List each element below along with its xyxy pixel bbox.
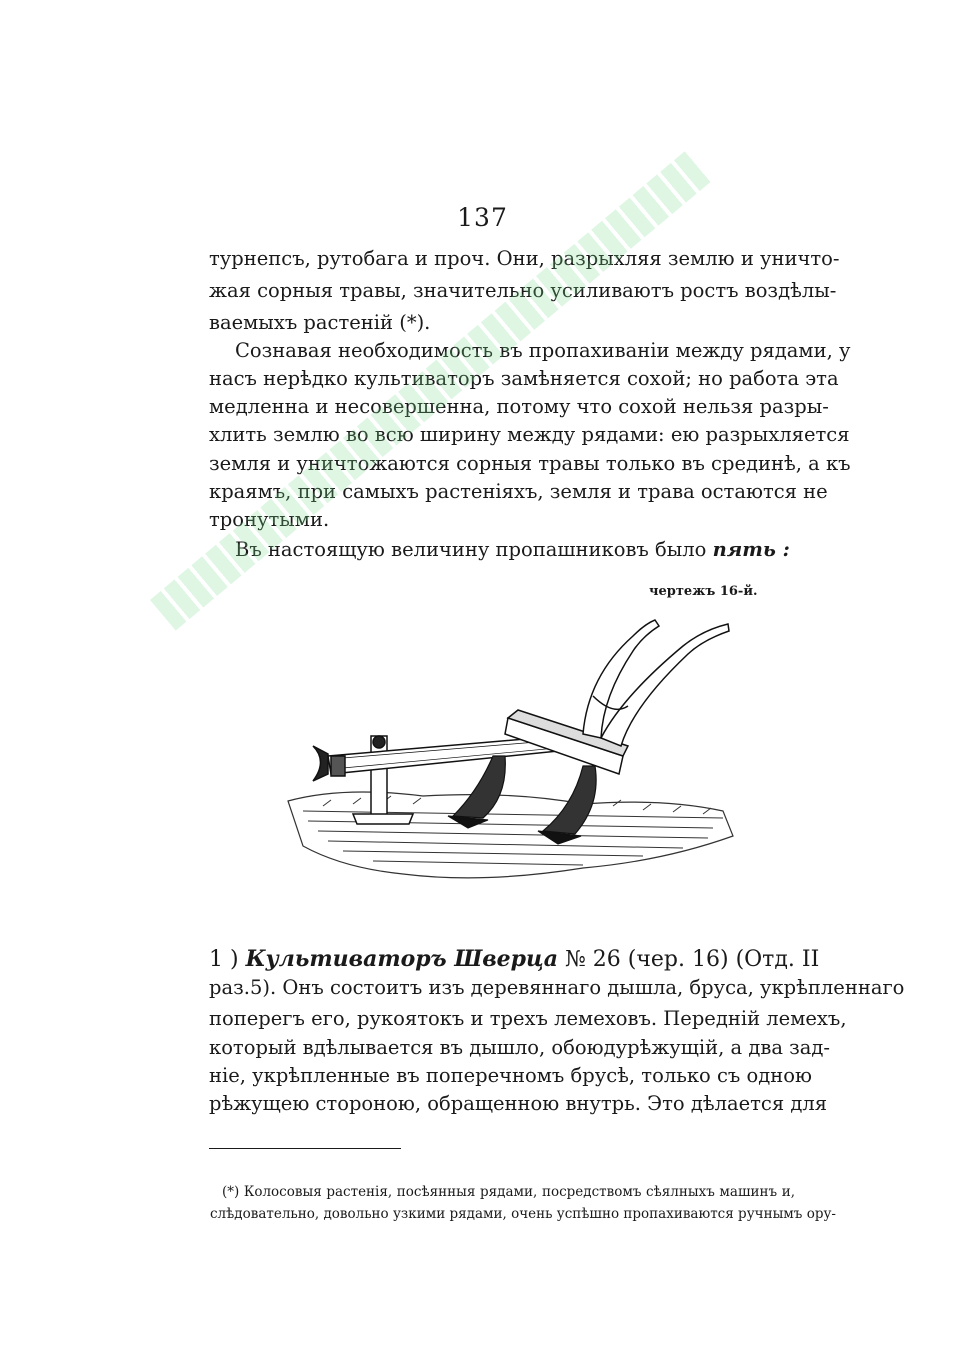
text-line: который вдѣлывается въ дышло, обоюдурѣжущій, а два зад-: [209, 1036, 831, 1059]
count-line: [235, 537, 795, 563]
text-line: краямъ, при самыхъ растеніяхъ, земля и трава остаются не: [209, 480, 828, 503]
text-line: тронутыми.: [209, 508, 330, 531]
figure-caption: чертежъ 16-й.: [649, 584, 758, 599]
text-line: раз.5). Онъ состоитъ изъ деревяннаго дышла, бруса, укрѣпленнаго: [209, 976, 905, 999]
text-line: хлить землю во всю ширину между рядами: ею разрыхляется: [209, 423, 850, 446]
text-line: насъ нерѣдко культиваторъ замѣняется сохой; но работа эта: [209, 367, 839, 390]
footnote-line: (*) Колосовыя растенія, посѣянныя рядами, посредствомъ сѣялныхъ машинъ и,: [222, 1184, 795, 1200]
shares: [448, 756, 596, 844]
text-line: турнепсъ, рутобага и проч. Они, разрыхляя землю и уничто-: [209, 247, 840, 270]
text-line: земля и уничтожаются сорныя травы только въ срединѣ, а къ: [209, 452, 851, 475]
footnote-line: слѣдовательно, довольно узкими рядами, очень успѣшно пропахиваются ручнымъ ору-: [210, 1206, 836, 1222]
heading-title: Культиваторъ Шверца: [245, 946, 558, 972]
text-line: ніе, укрѣпленные въ поперечномъ брусѣ, только съ одною: [209, 1064, 812, 1087]
text-line: Сознавая необходимость въ пропахиваніи между рядами, у: [235, 339, 851, 362]
text-line: рѣжущею стороною, обращенною внутрь. Это дѣлается для: [209, 1092, 828, 1115]
text-line: ваемыхъ растеній (*).: [209, 311, 431, 334]
text-line: жая сорныя травы, значительно усиливаютъ ростъ воздѣлы-: [209, 279, 837, 302]
text-line: медленна и несовершенна, потому что сохой нельзя разры-: [209, 395, 829, 418]
count-emphasis: пять :: [712, 538, 790, 561]
footnote-rule: [209, 1148, 401, 1149]
count-line-text: Въ настоящую величину пропашниковъ было: [235, 538, 713, 561]
heading-rest: № 26 (чер. 16) (Отд. II: [557, 947, 820, 972]
handles: [583, 620, 729, 746]
text-line: поперегъ его, рукоятокъ и трехъ лемеховъ. Передній лемехъ,: [209, 1007, 847, 1030]
page-number: 137: [457, 203, 508, 232]
heading-number: 1 ): [209, 947, 246, 972]
ground-hatching: [288, 792, 733, 878]
cultivator-illustration: [283, 606, 743, 906]
section-heading: [209, 946, 820, 973]
